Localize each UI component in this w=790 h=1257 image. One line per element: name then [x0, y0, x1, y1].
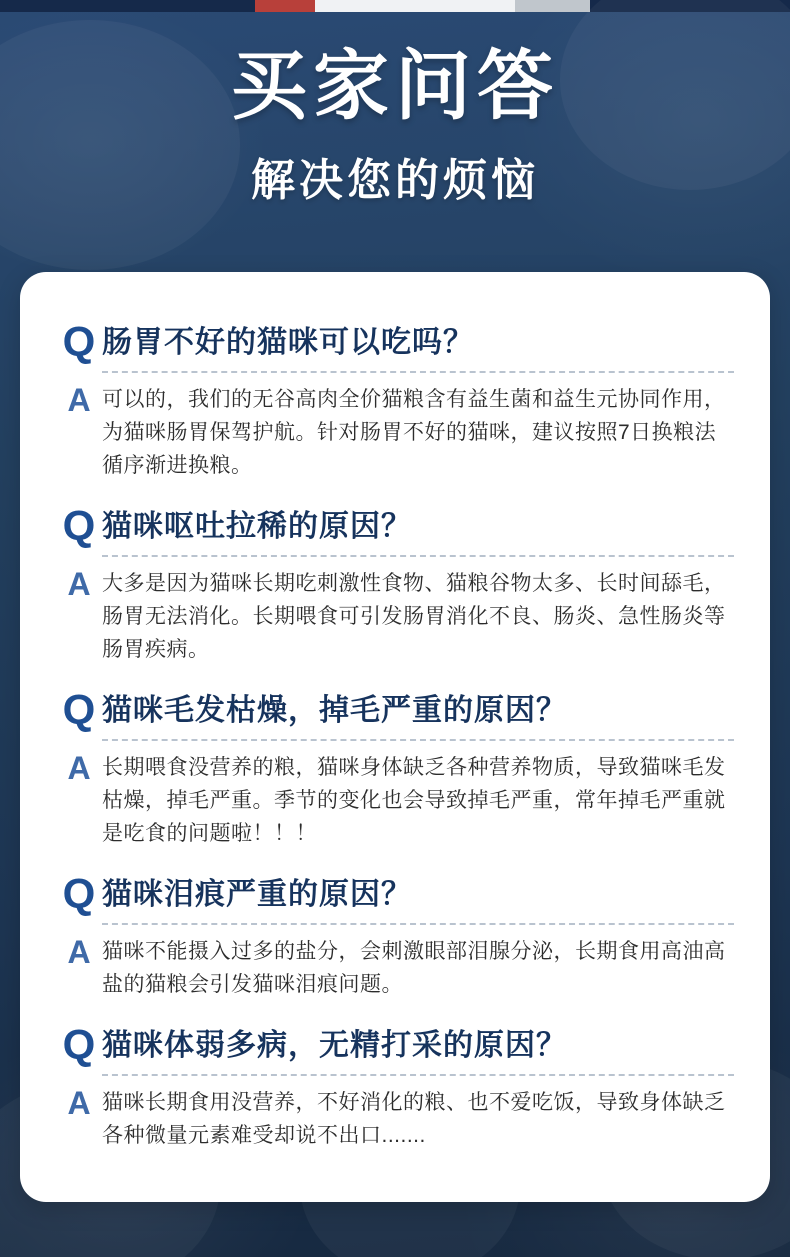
question-marker: Q [62, 318, 96, 365]
answer-marker: A [67, 382, 91, 418]
faq-item [56, 688, 734, 850]
top-strip [0, 0, 790, 12]
faq-item [56, 504, 734, 666]
faq-answer-text: 可以的，我们的无谷高肉全价猫粮含有益生菌和益生元协同作用，为猫咪肠胃保驾护航。针对肠胃不好的猫咪，建议按照7日换粮法循序渐进换粮。 [102, 388, 726, 477]
faq-question-text: 猫咪毛发枯燥，掉毛严重的原因？ [102, 694, 567, 727]
faq-answer-row [56, 933, 734, 1001]
faq-question-row [56, 872, 734, 917]
page-header [0, 44, 790, 208]
question-marker: Q [62, 502, 96, 549]
answer-marker: A [67, 750, 91, 786]
question-marker: Q [62, 1021, 96, 1068]
faq-item [56, 320, 734, 482]
page-title: 买家问答 [231, 44, 559, 129]
answer-marker: A [67, 934, 91, 970]
faq-item [56, 1023, 734, 1152]
faq-divider [102, 1074, 734, 1076]
question-marker: Q [62, 870, 96, 917]
faq-answer-row [56, 381, 734, 482]
faq-item [56, 872, 734, 1001]
faq-answer-text: 猫咪长期食用没营养，不好消化的粮、也不爱吃饭，导致身体缺乏各种微量元素难受却说不出口....... [102, 1091, 726, 1147]
faq-divider [102, 739, 734, 741]
faq-answer-text: 长期喂食没营养的粮，猫咪身体缺乏各种营养物质，导致猫咪毛发枯燥，掉毛严重。季节的变化也会导致掉毛严重，常年掉毛严重就是吃食的问题啦！！！ [102, 756, 726, 845]
top-strip-segment [590, 0, 790, 12]
faq-divider [102, 555, 734, 557]
faq-answer-text: 大多是因为猫咪长期吃刺激性食物、猫粮谷物太多、长时间舔毛，肠胃无法消化。长期喂食可引发肠胃消化不良、肠炎、急性肠炎等肠胃疾病。 [102, 572, 726, 661]
faq-answer-row [56, 1084, 734, 1152]
faq-card [20, 272, 770, 1202]
faq-question-text: 肠胃不好的猫咪可以吃吗？ [102, 326, 474, 359]
answer-marker: A [67, 1085, 91, 1121]
top-strip-segment [515, 0, 590, 12]
page-footer-space [0, 1202, 790, 1257]
faq-question-row [56, 688, 734, 733]
question-marker: Q [62, 686, 96, 733]
faq-question-row [56, 320, 734, 365]
faq-answer-text: 猫咪不能摄入过多的盐分，会刺激眼部泪腺分泌，长期食用高油高盐的猫粮会引发猫咪泪痕问题。 [102, 940, 726, 996]
answer-marker: A [67, 566, 91, 602]
faq-question-text: 猫咪体弱多病，无精打采的原因？ [102, 1029, 567, 1062]
top-strip-segment [0, 0, 255, 12]
faq-answer-row [56, 565, 734, 666]
faq-question-text: 猫咪泪痕严重的原因？ [102, 878, 412, 911]
top-strip-segment [315, 0, 515, 12]
faq-question-row [56, 1023, 734, 1068]
faq-answer-row [56, 749, 734, 850]
faq-question-text: 猫咪呕吐拉稀的原因？ [102, 510, 412, 543]
faq-question-row [56, 504, 734, 549]
faq-divider [102, 371, 734, 373]
faq-divider [102, 923, 734, 925]
top-strip-segment [255, 0, 315, 12]
page-subtitle: 解决您的烦恼 [251, 155, 539, 205]
